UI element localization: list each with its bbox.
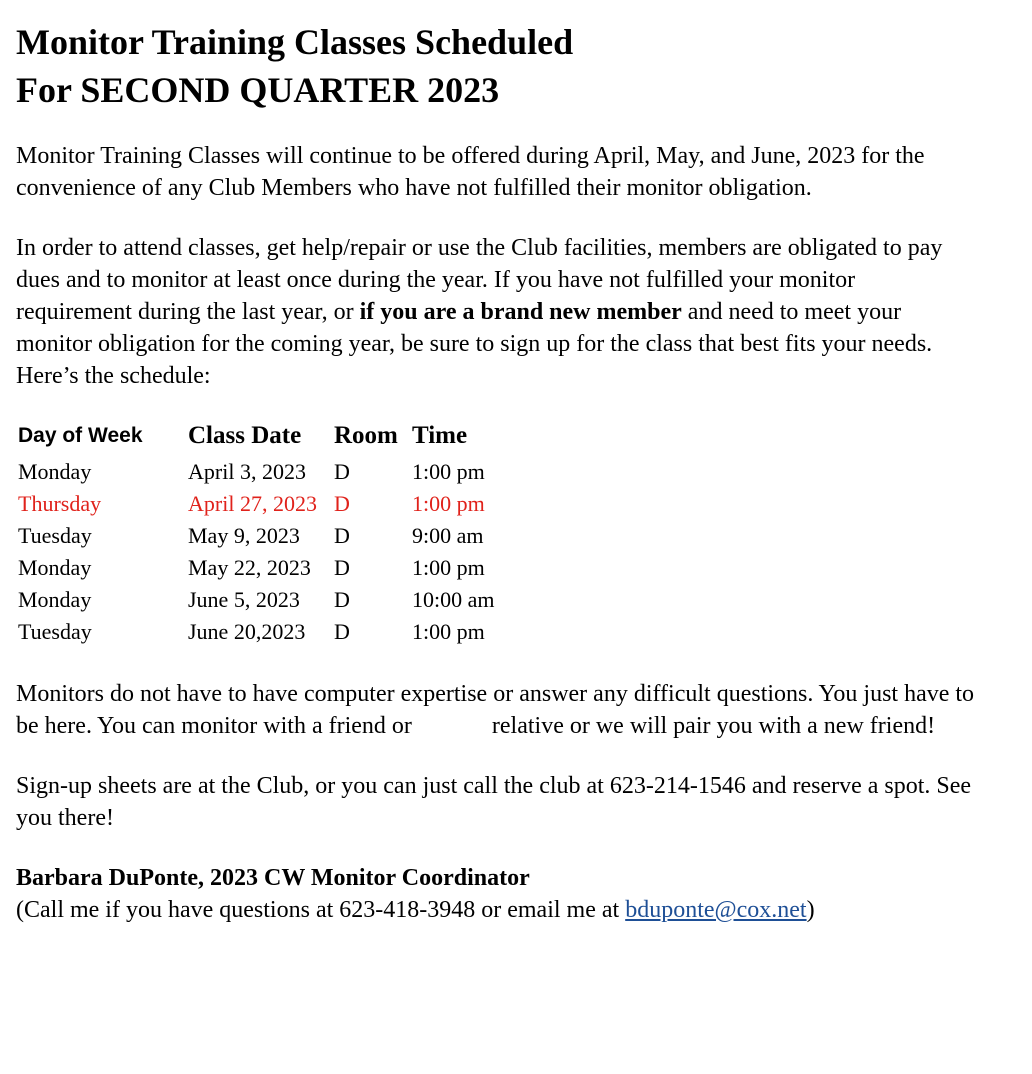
table-row-highlighted — [18, 488, 514, 520]
monitors-paragraph — [16, 678, 976, 742]
cell-time: 1:00 pm — [412, 555, 485, 580]
intro-paragraph: Monitor Training Classes will continue to be offered during April, May, and June, 2023 for the convenience of any Club Members who have not fulfilled their monitor obligation. — [16, 143, 925, 201]
cell-date: April 27, 2023 — [188, 491, 317, 516]
header-day-of-week: Day of Week — [18, 424, 143, 447]
monitors-text-1: Monitors do not have to have computer expertise or answer any difficult questions. You just have to be here. You can monitor with a friend or — [16, 681, 975, 739]
obligation-text-1: In order to attend classes, get help/repair or use the Club facilities, members are obligated to pay dues and to monitor at least once during the year. If you have not fulfilled your monitor requirement during the last year, or — [16, 235, 943, 325]
email-link[interactable]: bduponte@cox.net — [625, 897, 807, 923]
obligation-paragraph — [16, 232, 976, 392]
cell-time: 1:00 pm — [412, 459, 485, 484]
table-row — [18, 584, 514, 616]
cell-room: D — [334, 459, 350, 484]
cell-time: 10:00 am — [412, 587, 495, 612]
cell-room: D — [334, 619, 350, 644]
page-title — [16, 18, 1016, 114]
cell-room: D — [334, 491, 350, 516]
signature-block — [16, 862, 976, 926]
cell-time: 1:00 pm — [412, 491, 485, 516]
monitors-text-2: relative or we will pair you with a new friend! — [491, 713, 936, 739]
cell-day: Tuesday — [18, 523, 92, 548]
cell-day: Monday — [18, 459, 92, 484]
cell-room: D — [334, 587, 350, 612]
contact-suffix: ) — [806, 897, 815, 923]
cell-date: May 9, 2023 — [188, 523, 300, 548]
signature-name: Barbara DuPonte, 2023 CW Monitor Coordinator — [16, 865, 530, 891]
cell-date: May 22, 2023 — [188, 555, 311, 580]
header-class-date: Class Date — [188, 422, 302, 449]
schedule-table — [18, 420, 514, 648]
obligation-bold-text: if you are a brand new member — [359, 299, 682, 325]
title-line-2: For SECOND QUARTER 2023 — [16, 70, 500, 110]
cell-day: Monday — [18, 555, 92, 580]
table-row — [18, 520, 514, 552]
signup-paragraph: Sign-up sheets are at the Club, or you can just call the club at 623-214-1546 and reserve a spot. See you there! — [16, 773, 972, 831]
table-row — [18, 456, 514, 488]
contact-prefix: (Call me if you have questions at 623-418-3948 or email me at — [16, 897, 626, 923]
cell-room: D — [334, 555, 350, 580]
cell-date: April 3, 2023 — [188, 459, 306, 484]
cell-time: 9:00 am — [412, 523, 484, 548]
title-line-1: Monitor Training Classes Scheduled — [16, 22, 574, 62]
schedule-header-row — [18, 420, 514, 456]
table-row — [18, 552, 514, 584]
header-room: Room — [334, 422, 398, 449]
cell-date: June 20,2023 — [188, 619, 306, 644]
cell-date: June 5, 2023 — [188, 587, 300, 612]
header-time: Time — [412, 422, 468, 449]
cell-time: 1:00 pm — [412, 619, 485, 644]
table-row — [18, 616, 514, 648]
obligation-text-2: and need to meet your monitor obligation for the coming year, be sure to sign up for the class that best fits your needs. Here’s the schedule: — [16, 299, 933, 389]
cell-room: D — [334, 523, 350, 548]
cell-day: Monday — [18, 587, 92, 612]
cell-day: Tuesday — [18, 619, 92, 644]
cell-day: Thursday — [18, 491, 102, 516]
